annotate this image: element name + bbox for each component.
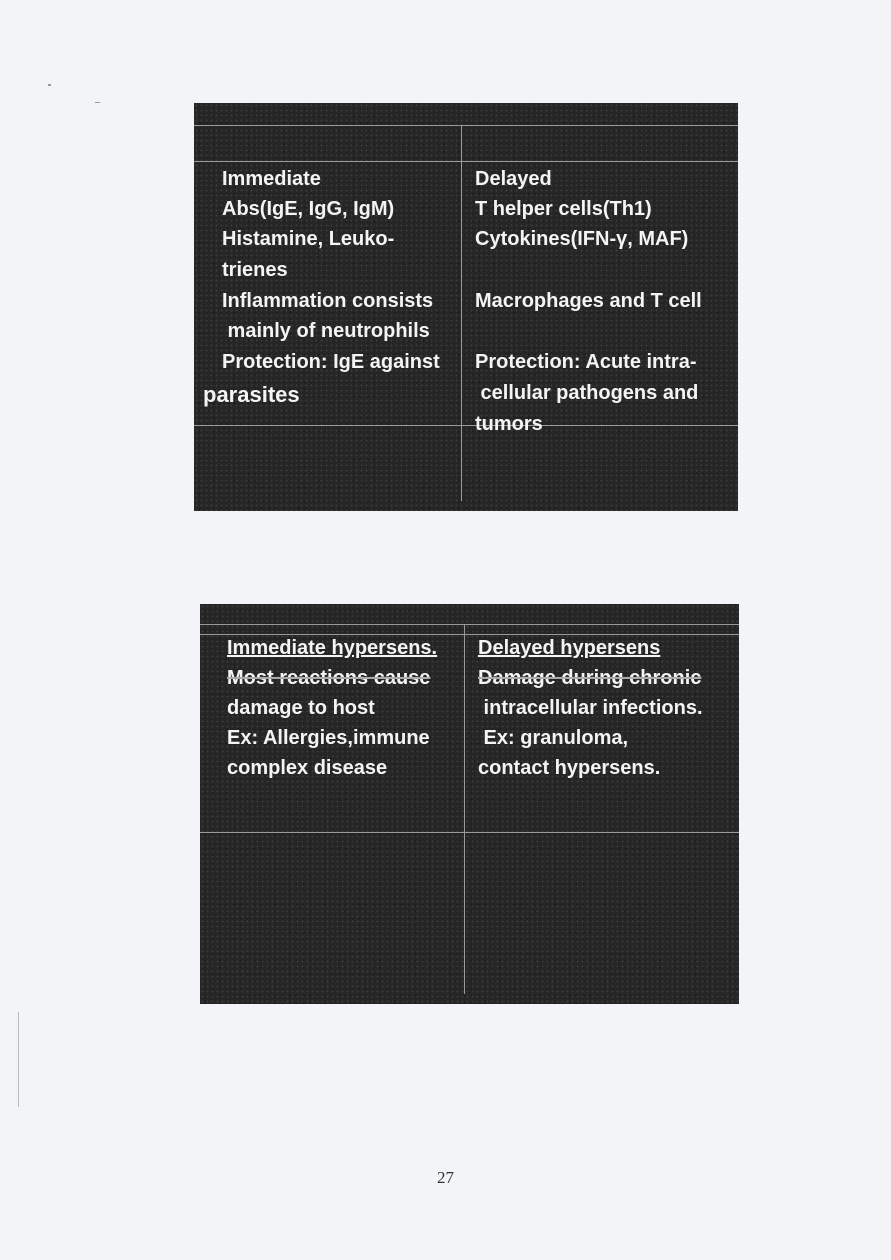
cell-text: Histamine, Leuko- <box>222 228 395 250</box>
cell-text: Macrophages and T cell <box>475 290 702 312</box>
column-divider <box>464 624 465 994</box>
slide-immediate-vs-delayed <box>194 103 738 511</box>
scan-mark <box>18 1012 19 1107</box>
column-divider <box>461 125 462 501</box>
cell-text: trienes <box>222 259 288 281</box>
cell-text: Immediate <box>222 168 321 190</box>
cell-text: Damage during chronic <box>478 667 702 689</box>
table-rule <box>194 425 738 426</box>
cell-text: Abs(IgE, IgG, IgM) <box>222 198 395 220</box>
header-immediate: Immediate hypersens. <box>227 637 438 659</box>
cell-text: cellular pathogens and <box>475 382 699 404</box>
table-rule <box>200 624 739 625</box>
cell-text: T helper cells(Th1) <box>475 198 652 220</box>
page-number: 27 <box>437 1168 454 1187</box>
table-rule <box>194 125 738 126</box>
cell-text: complex disease <box>227 757 388 779</box>
cell-text: Most reactions cause <box>227 667 431 689</box>
cell-text-outdented: parasites <box>203 382 300 407</box>
cell-text: mainly of neutrophils <box>222 320 430 342</box>
cell-text: contact hypersens. <box>478 757 661 779</box>
scan-speck <box>95 102 100 103</box>
cell-text: damage to host <box>227 697 375 719</box>
scan-speck <box>48 84 51 86</box>
cell-text: Ex: granuloma, <box>478 727 629 749</box>
cell-text: Protection: IgE against <box>222 351 440 373</box>
cell-text: Inflammation consists <box>222 290 434 312</box>
cell-text: intracellular infections. <box>478 697 703 719</box>
header-delayed: Delayed hypersens <box>478 637 661 659</box>
cell-text: Protection: Acute intra- <box>475 351 697 373</box>
cell-text: Ex: Allergies,immune <box>227 727 430 749</box>
cell-text: tumors <box>475 413 543 435</box>
cell-text: Delayed <box>475 168 552 190</box>
slide-hypersensitivity <box>200 604 739 1004</box>
table-rule <box>194 161 738 162</box>
cell-text: Cytokines(IFN-γ, MAF) <box>475 228 689 250</box>
table-rule <box>200 832 739 833</box>
